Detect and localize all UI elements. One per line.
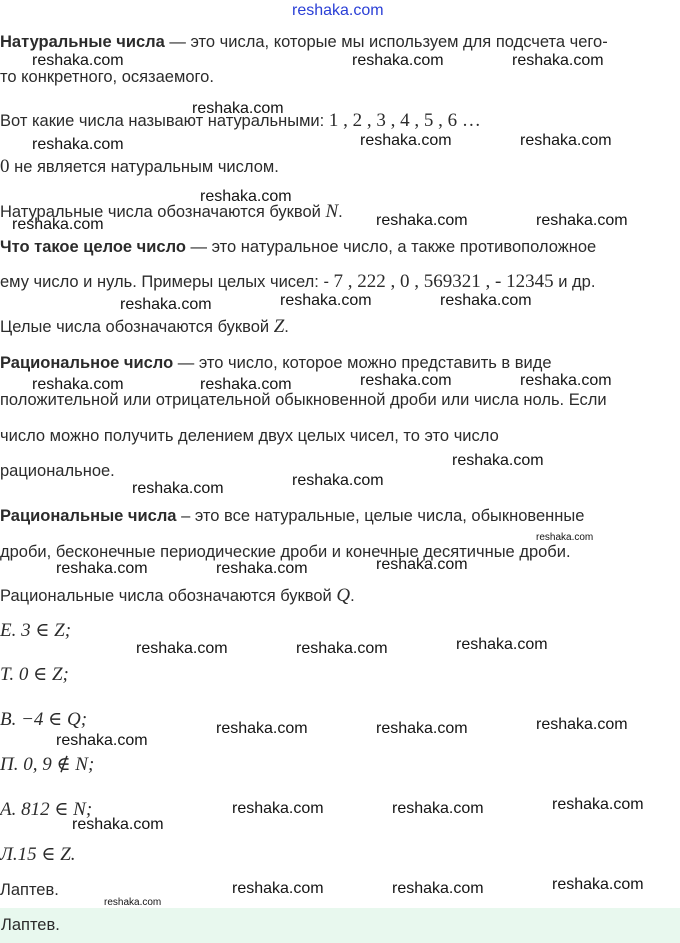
watermark: reshaka.com	[280, 292, 372, 309]
item-letter: П.	[0, 754, 19, 775]
watermark: reshaka.com	[200, 188, 292, 205]
paragraph-rational-definition	[0, 353, 552, 373]
item-v	[0, 710, 87, 730]
item-letter: В.	[0, 709, 17, 730]
watermark: reshaka.com	[440, 292, 532, 309]
watermark: reshaka.com	[376, 212, 468, 229]
rational-numbers-text: – это все натуральные, целые числа, обыкновенные	[176, 507, 585, 525]
watermark-small: reshaka.com	[104, 897, 162, 908]
item-letter: Е.	[0, 620, 17, 641]
watermark: reshaka.com	[32, 136, 124, 153]
natural-symbol-text: Натуральные числа обозначаются буквой	[0, 203, 326, 221]
integer-examples-math: 7 , 222 , 0 , 569321 , - 12345	[333, 271, 554, 292]
paragraph-rational-line4: рациональное.	[0, 462, 115, 480]
watermark: reshaka.com	[12, 216, 104, 233]
term-integer: Что такое целое число	[0, 238, 186, 256]
paragraph-natural-definition	[0, 32, 608, 52]
watermark: reshaka.com	[392, 800, 484, 817]
etc-text: и др.	[553, 273, 596, 291]
watermark: reshaka.com	[32, 52, 124, 69]
paragraph-zero-not-natural	[0, 157, 279, 177]
paragraph-rational-numbers-line2: дроби, бесконечные периодические дроби и конечные десятичные дроби.	[0, 543, 571, 561]
item-letter: А.	[0, 799, 17, 820]
watermark: reshaka.com	[216, 720, 308, 737]
paragraph-integer-examples	[0, 272, 595, 292]
watermark: reshaka.com	[536, 212, 628, 229]
rational-definition-text: — это число, которое можно представить в виде	[173, 354, 552, 372]
definition-text: — это числа, которые мы используем для подсчета чего-	[164, 33, 608, 51]
watermark: reshaka.com	[376, 556, 468, 573]
zero-math: 0	[0, 156, 10, 177]
answer-box: Лаптев.	[0, 908, 680, 943]
item-t	[0, 665, 69, 685]
item-letter: Л.	[0, 844, 18, 865]
watermark: reshaka.com	[352, 52, 444, 69]
integer-examples-text: ему число и нуль. Примеры целых чисел: -	[0, 273, 334, 291]
examples-text: Вот какие числа называют натуральными:	[0, 112, 329, 130]
watermark: reshaka.com	[520, 372, 612, 389]
symbol-z: Z	[273, 316, 285, 337]
paragraph-rational-symbol	[0, 586, 355, 606]
item-letter: Т.	[0, 664, 15, 685]
term-rational-numbers: Рациональные числа	[0, 507, 177, 525]
term-natural-numbers: Натуральные числа	[0, 33, 165, 51]
watermark: reshaka.com	[192, 100, 284, 117]
item-expression: 812 ∈ N;	[21, 799, 93, 820]
watermark: reshaka.com	[520, 132, 612, 149]
zero-text: не является натуральным числом.	[9, 158, 279, 176]
item-l	[0, 845, 76, 865]
symbol-q: Q	[336, 585, 351, 606]
symbol-n: N	[325, 201, 339, 222]
watermark: reshaka.com	[56, 560, 148, 577]
watermark: reshaka.com	[132, 480, 224, 497]
item-e	[0, 621, 71, 641]
watermark: reshaka.com	[232, 880, 324, 897]
item-expression: −4 ∈ Q;	[21, 709, 88, 730]
paragraph-natural-definition-cont: то конкретного, осязаемого.	[0, 68, 214, 86]
watermark: reshaka.com	[536, 716, 628, 733]
paragraph-rational-line3: число можно получить делением двух целых чисел, то это число	[0, 427, 499, 445]
watermark: reshaka.com	[552, 796, 644, 813]
watermark: reshaka.com	[120, 296, 212, 313]
watermark: reshaka.com	[292, 472, 384, 489]
integer-symbol-text: Целые числа обозначаются буквой	[0, 318, 274, 336]
watermark: reshaka.com	[552, 876, 644, 893]
watermark-small: reshaka.com	[536, 532, 594, 543]
watermark: reshaka.com	[136, 640, 228, 657]
watermark: reshaka.com	[376, 720, 468, 737]
item-expression: 3 ∈ Z;	[21, 620, 72, 641]
answer-word: Лаптев.	[0, 881, 59, 899]
paragraph-rational-line2: положительной или отрицательной обыкновенной дроби или числа ноль. Если	[0, 391, 607, 409]
watermark: reshaka.com	[456, 636, 548, 653]
rational-symbol-text: Рациональные числа обозначаются буквой	[0, 587, 337, 605]
period: .	[284, 318, 289, 336]
item-expression: 0, 9 ∉ N;	[23, 754, 95, 775]
site-watermark-top[interactable]: reshaka.com	[292, 2, 384, 19]
watermark: reshaka.com	[512, 52, 604, 69]
paragraph-integer-symbol	[0, 317, 289, 337]
watermark: reshaka.com	[360, 132, 452, 149]
item-expression: 0 ∈ Z;	[18, 664, 69, 685]
paragraph-integer-definition	[0, 237, 596, 257]
watermark: reshaka.com	[296, 640, 388, 657]
integer-definition-text: — это натуральное число, а также противоположное	[185, 238, 597, 256]
item-p	[0, 755, 94, 775]
term-rational-number: Рациональное число	[0, 354, 174, 372]
watermark: reshaka.com	[360, 372, 452, 389]
item-expression: 15 ∈ Z.	[17, 844, 76, 865]
watermark: reshaka.com	[392, 880, 484, 897]
paragraph-rational-numbers-def	[0, 506, 584, 526]
watermark: reshaka.com	[32, 376, 124, 393]
watermark: reshaka.com	[72, 816, 164, 833]
period: .	[350, 587, 355, 605]
natural-examples-math: 1 , 2 , 3 , 4 , 5 , 6 …	[328, 110, 481, 131]
watermark: reshaka.com	[452, 452, 544, 469]
watermark: reshaka.com	[216, 560, 308, 577]
watermark: reshaka.com	[232, 800, 324, 817]
period: .	[338, 203, 343, 221]
watermark: reshaka.com	[200, 376, 292, 393]
watermark: reshaka.com	[56, 732, 148, 749]
